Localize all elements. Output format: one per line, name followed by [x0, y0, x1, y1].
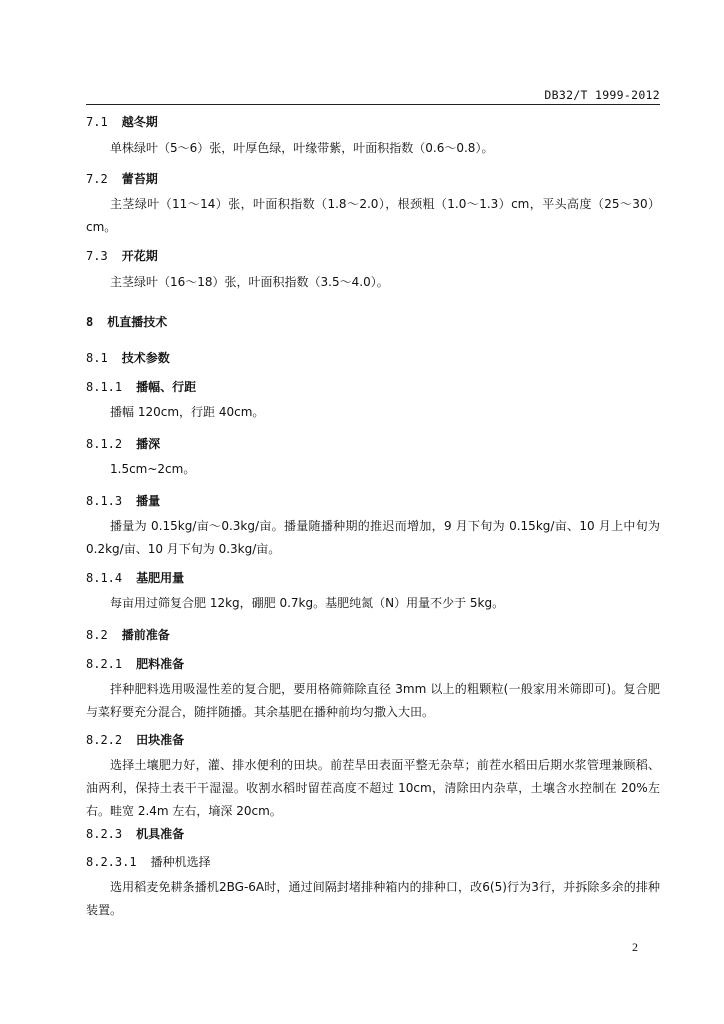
paragraph-7-2: 主茎绿叶（11～14）张，叶面积指数（1.8～2.0），根颈粗（1.0～1.3）cm，平头高度（25～30）cm。 [86, 197, 660, 234]
heading-8-1-3: 8.1.3 播量 [86, 494, 161, 508]
heading-8-2: 8.2 播前准备 [86, 628, 170, 642]
heading-7-1: 7.1 越冬期 [86, 115, 158, 129]
heading-8-1-4: 8.1.4 基肥用量 [86, 571, 185, 585]
heading-8-2-2: 8.2.2 田块准备 [86, 733, 185, 747]
heading-8-1: 8.1 技术参数 [86, 351, 170, 365]
paragraph-8-1-4: 每亩用过筛复合肥 12kg，硼肥 0.7kg。基肥纯氮（N）用量不少于 5kg。 [110, 596, 505, 610]
paragraph-8-1-1: 播幅 120cm，行距 40cm。 [110, 405, 265, 419]
paragraph-7-1: 单株绿叶（5～6）张，叶厚色绿，叶缘带紫，叶面积指数（0.6～0.8）。 [110, 141, 494, 155]
heading-8: 8 机直播技术 [86, 315, 168, 329]
heading-8-1-2: 8.1.2 播深 [86, 437, 161, 451]
paragraph-8-2-3-1: 选用稻麦免耕条播机2BG-6A时，通过间隔封堵排种箱内的排种口，改6(5)行为3行，并拆除多余的排种装置。 [86, 880, 660, 917]
heading-7-2: 7.2 蕾苔期 [86, 172, 158, 186]
paragraph-8-1-3: 播量为 0.15kg/亩～0.3kg/亩。播量随播种期的推迟而增加，9 月下旬为 0.15kg/亩、10 月上中旬为 0.2kg/亩、10 月下旬为 0.3kg/亩。 [86, 519, 660, 556]
heading-8-2-3-1: 8.2.3.1 播种机选择 [86, 855, 211, 869]
heading-7-3: 7.3 开花期 [86, 249, 158, 263]
heading-8-2-3: 8.2.3 机具准备 [86, 827, 185, 841]
heading-8-1-1: 8.1.1 播幅、行距 [86, 380, 197, 394]
paragraph-8-2-1: 拌种肥料选用吸湿性差的复合肥，要用格筛筛除直径 3mm 以上的粗颗粒(一般家用米筛即可)。复合肥与菜籽要充分混合，随拌随播。其余基肥在播种前均匀撒入大田。 [86, 682, 660, 719]
header-rule [86, 104, 660, 105]
standard-code: DB32/T 1999-2012 [544, 88, 660, 102]
heading-8-2-1: 8.2.1 肥料准备 [86, 657, 185, 671]
page-number: 2 [632, 940, 638, 954]
paragraph-8-2-2: 选择土壤肥力好，灌、排水便利的田块。前茬旱田表面平整无杂草；前茬水稻田后期水浆管理兼顾稻、油两利，保持土表干干湿湿。收割水稻时留茬高度不超过 10cm，清除田内杂草，土壤含水控制在 20%左右。畦宽 2.4m 左右，墒深 20cm。 [86, 758, 660, 818]
paragraph-8-1-2: 1.5cm~2cm。 [110, 462, 196, 476]
paragraph-7-3: 主茎绿叶（16～18）张，叶面积指数（3.5～4.0）。 [110, 275, 389, 289]
